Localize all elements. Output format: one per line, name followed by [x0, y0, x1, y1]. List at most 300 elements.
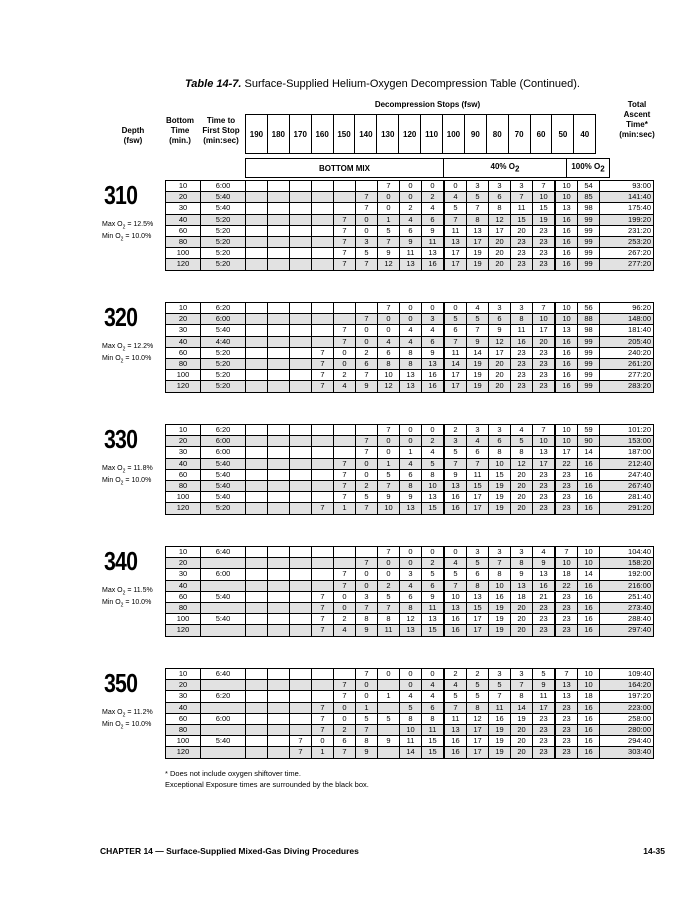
first-stop-cell: 5:20 [201, 347, 246, 358]
stop-cell: 7 [467, 203, 489, 214]
stop-header-50: 50 [552, 115, 574, 154]
stop-cell [268, 358, 290, 369]
stop-cell [246, 480, 268, 491]
first-stop-cell: 5:20 [201, 214, 246, 225]
stop-cell [268, 303, 290, 314]
total-ascent-cell: 267:20 [600, 248, 654, 259]
stop-cell: 5 [378, 469, 400, 480]
stop-cell: 8 [422, 469, 445, 480]
stop-cell: 2 [444, 669, 467, 680]
stop-cell: 5 [378, 713, 400, 724]
stop-cell: 9 [444, 469, 467, 480]
stop-cell: 5 [378, 225, 400, 236]
stop-cell: 14 [578, 569, 600, 580]
stop-cell: 7 [467, 458, 489, 469]
stop-cell: 7 [312, 347, 334, 358]
stop-cell [290, 381, 312, 392]
total-ascent-cell: 303:40 [600, 747, 654, 758]
stop-cell [290, 325, 312, 336]
stop-cell: 11 [444, 347, 467, 358]
stop-cell: 5 [444, 314, 467, 325]
stop-cell: 0 [312, 736, 334, 747]
first-stop-cell: 6:40 [201, 669, 246, 680]
table-row [166, 192, 654, 203]
stop-cell: 23 [555, 602, 578, 613]
bottom-time-cell: 30 [166, 203, 201, 214]
table-row [166, 580, 654, 591]
stop-cell [334, 669, 356, 680]
total-ascent-cell: 253:20 [600, 236, 654, 247]
stop-cell [290, 547, 312, 558]
first-stop-cell [201, 558, 246, 569]
bottom-time-cell: 60 [166, 591, 201, 602]
stop-cell: 2 [422, 192, 445, 203]
stop-cell [290, 203, 312, 214]
decompression-table [165, 546, 654, 637]
stop-cell: 3 [422, 314, 445, 325]
decompression-table [165, 668, 654, 759]
stop-cell: 16 [444, 492, 467, 503]
stop-cell: 23 [555, 492, 578, 503]
first-stop-cell: 5:40 [201, 203, 246, 214]
stop-cell: 7 [444, 702, 467, 713]
stop-cell: 7 [378, 602, 400, 613]
stop-cell: 0 [378, 192, 400, 203]
stop-cell: 4 [422, 447, 445, 458]
stop-cell: 7 [312, 724, 334, 735]
stop-cell: 10 [533, 192, 556, 203]
stop-cell: 11 [511, 203, 533, 214]
stop-cell: 23 [533, 724, 556, 735]
stop-cell: 13 [400, 625, 422, 636]
stop-cell: 8 [400, 347, 422, 358]
stop-cell [268, 248, 290, 259]
stop-cell: 23 [555, 724, 578, 735]
stop-cell: 2 [334, 370, 356, 381]
stop-cell: 0 [334, 702, 356, 713]
stop-cell: 7 [467, 325, 489, 336]
stop-cell [312, 480, 334, 491]
stop-cell [268, 447, 290, 458]
stop-cell: 15 [422, 736, 445, 747]
bottom-time-cell: 20 [166, 436, 201, 447]
total-ascent-cell: 109:40 [600, 669, 654, 680]
stop-cell: 13 [400, 259, 422, 270]
stop-cell [290, 436, 312, 447]
stop-cell: 13 [422, 248, 445, 259]
stop-cell: 23 [555, 702, 578, 713]
stop-cell: 7 [356, 192, 378, 203]
bottom-time-cell: 10 [166, 669, 201, 680]
stop-cell: 8 [489, 569, 511, 580]
stop-cell [246, 558, 268, 569]
caption-label: Table 14-7. [185, 78, 242, 90]
stop-header-40: 40 [574, 115, 596, 154]
first-stop-header: Time to First Stop (min:sec) [202, 116, 240, 145]
stop-cell: 10 [533, 314, 556, 325]
stop-cell [312, 469, 334, 480]
stop-cell: 4 [400, 336, 422, 347]
stop-cell: 7 [356, 203, 378, 214]
stop-cell: 10 [555, 558, 578, 569]
stop-cell: 5 [444, 203, 467, 214]
stop-cell: 0 [400, 669, 422, 680]
stop-cell [290, 192, 312, 203]
stop-cell [246, 225, 268, 236]
stop-cell: 4 [467, 303, 489, 314]
stop-cell [290, 303, 312, 314]
stop-cell: 7 [334, 236, 356, 247]
stop-cell: 10 [378, 370, 400, 381]
stop-cell [312, 259, 334, 270]
max-o2-note: Max $O_2 = 11.8\%$ [102, 465, 153, 475]
stop-cell: 6 [400, 469, 422, 480]
table-row [166, 303, 654, 314]
stop-cell [268, 214, 290, 225]
table-row [166, 236, 654, 247]
stop-cell [268, 724, 290, 735]
bottom-time-cell: 60 [166, 225, 201, 236]
stop-cell: 18 [555, 569, 578, 580]
min-o2-note: Min $O_2 = 10.0\%$ [102, 233, 152, 243]
stop-cell: 16 [578, 503, 600, 514]
stop-cell [268, 336, 290, 347]
stop-cell [246, 347, 268, 358]
stop-cell: 23 [533, 381, 556, 392]
stop-cell: 3 [467, 181, 489, 192]
stop-cell: 15 [489, 469, 511, 480]
stop-cell: 99 [578, 358, 600, 369]
stop-cell [290, 248, 312, 259]
stop-cell: 0 [400, 181, 422, 192]
stop-cell: 17 [533, 325, 556, 336]
stop-cell: 4 [400, 691, 422, 702]
decompression-table [165, 424, 654, 515]
total-ascent-cell: 197:20 [600, 691, 654, 702]
stop-cell: 20 [511, 480, 533, 491]
stop-cell: 15 [422, 503, 445, 514]
stop-cell: 23 [555, 480, 578, 491]
stop-cell: 16 [444, 736, 467, 747]
stop-cell: 7 [334, 747, 356, 758]
stop-cell: 9 [400, 492, 422, 503]
stop-cell: 4 [334, 381, 356, 392]
stop-cell: 23 [533, 480, 556, 491]
stop-cell: 8 [467, 214, 489, 225]
stop-cell: 19 [489, 747, 511, 758]
stop-cell: 17 [533, 458, 556, 469]
stop-cell: 2 [334, 724, 356, 735]
stop-cell [268, 713, 290, 724]
stop-cell: 17 [444, 370, 467, 381]
table-row [166, 425, 654, 436]
stop-cell: 23 [555, 736, 578, 747]
stop-cell: 16 [578, 480, 600, 491]
stop-cell: 0 [444, 547, 467, 558]
stop-cell [356, 547, 378, 558]
stop-cell: 7 [356, 503, 378, 514]
total-ascent-cell: 297:40 [600, 625, 654, 636]
stop-cell: 13 [444, 724, 467, 735]
stop-cell: 10 [444, 591, 467, 602]
bottom-time-cell: 60 [166, 713, 201, 724]
first-stop-cell: 6:20 [201, 691, 246, 702]
stop-cell: 8 [467, 580, 489, 591]
stop-cell [246, 259, 268, 270]
stop-cell: 19 [467, 358, 489, 369]
stop-cell [290, 314, 312, 325]
total-ascent-cell: 231:20 [600, 225, 654, 236]
first-stop-cell: 6:40 [201, 547, 246, 558]
stop-cell: 6 [400, 225, 422, 236]
stop-cell: 10 [489, 458, 511, 469]
stop-cell: 3 [489, 181, 511, 192]
stop-cell: 16 [422, 381, 445, 392]
stop-cell: 7 [334, 580, 356, 591]
stop-cell: 16 [578, 747, 600, 758]
stop-cell [290, 625, 312, 636]
total-ascent-cell: 277:20 [600, 370, 654, 381]
stop-cell: 5 [511, 436, 533, 447]
stop-cell: 17 [533, 702, 556, 713]
stop-cell [312, 314, 334, 325]
stop-cell: 7 [489, 558, 511, 569]
stop-cell: 0 [400, 558, 422, 569]
stop-cell: 17 [467, 747, 489, 758]
stop-cell: 20 [489, 259, 511, 270]
stop-cell: 7 [356, 724, 378, 735]
first-stop-cell: 5:40 [201, 614, 246, 625]
first-stop-cell [201, 580, 246, 591]
stop-cell: 0 [356, 469, 378, 480]
stop-cell: 10 [533, 436, 556, 447]
stop-cell: 23 [555, 469, 578, 480]
bottom-mix-label: BOTTOM MIX [246, 159, 444, 178]
stop-cell: 17 [444, 259, 467, 270]
table-row [166, 181, 654, 192]
stop-cell: 6 [400, 591, 422, 602]
stop-cell: 4 [467, 436, 489, 447]
stop-cell: 10 [555, 425, 578, 436]
table-row [166, 702, 654, 713]
stop-cell: 3 [467, 547, 489, 558]
stop-cell: 7 [334, 225, 356, 236]
stop-cell: 20 [511, 747, 533, 758]
stop-cell: 5 [356, 248, 378, 259]
stop-cell: 23 [555, 625, 578, 636]
stop-header-90: 90 [464, 115, 486, 154]
stop-cell: 7 [312, 702, 334, 713]
stop-cell: 7 [290, 747, 312, 758]
bottom-time-cell: 120 [166, 259, 201, 270]
stop-cell: 0 [400, 192, 422, 203]
table-row [166, 336, 654, 347]
stop-cell [268, 691, 290, 702]
stop-cell: 99 [578, 214, 600, 225]
depth-label: 340 [104, 546, 138, 576]
total-ascent-cell: 258:00 [600, 713, 654, 724]
total-ascent-cell: 104:40 [600, 547, 654, 558]
table-row [166, 558, 654, 569]
table-row [166, 480, 654, 491]
bottom-time-cell: 80 [166, 602, 201, 613]
stop-cell [312, 225, 334, 236]
stop-cell: 14 [400, 747, 422, 758]
stop-cell [290, 425, 312, 436]
total-ascent-cell: 148:00 [600, 314, 654, 325]
stop-depth-header-row [245, 114, 596, 154]
stop-cell: 9 [356, 625, 378, 636]
stop-cell [268, 458, 290, 469]
stop-cell: 0 [334, 358, 356, 369]
stop-cell: 7 [555, 669, 578, 680]
first-stop-cell: 6:00 [201, 436, 246, 447]
stop-cell [246, 691, 268, 702]
stop-cell: 0 [422, 303, 445, 314]
stop-cell: 88 [578, 314, 600, 325]
stop-cell: 23 [533, 370, 556, 381]
stop-cell: 7 [378, 236, 400, 247]
stop-cell: 16 [555, 248, 578, 259]
stop-cell: 9 [356, 747, 378, 758]
stop-cell [312, 214, 334, 225]
stop-cell: 5 [444, 447, 467, 458]
stop-cell [290, 591, 312, 602]
stop-cell: 6 [422, 214, 445, 225]
stop-cell: 14 [511, 702, 533, 713]
stop-cell: 0 [356, 214, 378, 225]
stop-cell: 16 [578, 702, 600, 713]
stop-cell: 15 [511, 214, 533, 225]
stop-cell: 3 [489, 547, 511, 558]
stop-cell: 1 [400, 447, 422, 458]
stop-cell: 6 [489, 436, 511, 447]
stop-cell: 11 [467, 469, 489, 480]
stop-cell [246, 469, 268, 480]
stop-cell: 0 [444, 181, 467, 192]
first-stop-cell: 6:20 [201, 425, 246, 436]
stop-cell: 16 [578, 713, 600, 724]
max-o2-note: Max $O_2 = 11.5\%$ [102, 587, 153, 597]
mix-100-label: 100% $O_2$ [567, 159, 610, 178]
stop-cell: 22 [555, 580, 578, 591]
bottom-time-cell: 40 [166, 702, 201, 713]
bottom-time-cell: 10 [166, 547, 201, 558]
stop-cell: 20 [511, 724, 533, 735]
stop-cell: 99 [578, 347, 600, 358]
stop-cell: 5 [467, 558, 489, 569]
total-ascent-cell: 277:20 [600, 259, 654, 270]
stop-cell: 11 [422, 602, 445, 613]
stop-cell [246, 580, 268, 591]
stop-cell [268, 480, 290, 491]
stop-cell [268, 469, 290, 480]
stop-cell [290, 680, 312, 691]
stop-cell: 0 [356, 325, 378, 336]
first-stop-cell: 5:40 [201, 192, 246, 203]
stop-cell: 0 [422, 547, 445, 558]
stop-cell: 7 [312, 625, 334, 636]
stop-cell: 0 [378, 436, 400, 447]
stop-cell: 9 [533, 558, 556, 569]
stop-cell: 0 [378, 314, 400, 325]
stop-cell: 9 [467, 336, 489, 347]
depth-label: 310 [104, 180, 138, 210]
stop-cell: 17 [444, 381, 467, 392]
stop-cell [290, 702, 312, 713]
stop-cell: 7 [334, 248, 356, 259]
stop-cell: 11 [422, 236, 445, 247]
stop-cell: 12 [378, 259, 400, 270]
stop-cell: 23 [533, 747, 556, 758]
stop-cell: 13 [422, 358, 445, 369]
stop-cell [312, 325, 334, 336]
stop-cell [268, 425, 290, 436]
stop-cell [268, 580, 290, 591]
first-stop-cell: 5:40 [201, 325, 246, 336]
stop-cell: 16 [578, 614, 600, 625]
table-row [166, 736, 654, 747]
stop-cell [312, 236, 334, 247]
stop-cell [268, 325, 290, 336]
stop-cell: 0 [378, 558, 400, 569]
stop-cell: 0 [378, 447, 400, 458]
stop-cell: 8 [489, 447, 511, 458]
stop-cell [246, 591, 268, 602]
stop-cell: 6 [422, 702, 445, 713]
stop-cell: 19 [489, 480, 511, 491]
stop-cell: 0 [400, 680, 422, 691]
stop-cell [246, 314, 268, 325]
stop-cell: 20 [533, 336, 556, 347]
stop-cell: 10 [489, 580, 511, 591]
stop-cell: 0 [400, 303, 422, 314]
stop-cell: 7 [312, 503, 334, 514]
total-ascent-cell: 251:40 [600, 591, 654, 602]
stop-cell [290, 336, 312, 347]
table-row [166, 569, 654, 580]
stop-cell: 10 [555, 192, 578, 203]
stop-cell: 0 [422, 669, 445, 680]
stop-cell [246, 248, 268, 259]
stop-cell: 3 [356, 236, 378, 247]
stop-cell [290, 236, 312, 247]
stop-cell: 19 [533, 214, 556, 225]
stop-cell [268, 314, 290, 325]
stop-cell: 7 [533, 303, 556, 314]
first-stop-cell: 4:40 [201, 336, 246, 347]
stop-cell: 11 [378, 625, 400, 636]
stop-cell [312, 669, 334, 680]
bottom-time-cell: 20 [166, 558, 201, 569]
stop-cell: 17 [467, 736, 489, 747]
stop-cell: 10 [578, 558, 600, 569]
stop-cell: 7 [511, 192, 533, 203]
stop-cell: 7 [489, 691, 511, 702]
table-caption [100, 78, 665, 90]
stop-cell [290, 358, 312, 369]
stop-cell: 0 [378, 669, 400, 680]
stop-cell [290, 370, 312, 381]
stop-cell: 19 [489, 503, 511, 514]
stop-cell: 16 [578, 580, 600, 591]
stop-cell: 13 [467, 591, 489, 602]
stop-cell: 98 [578, 325, 600, 336]
depth-label: 330 [104, 424, 138, 454]
stop-cell: 4 [334, 625, 356, 636]
total-ascent-cell: 141:40 [600, 192, 654, 203]
stop-cell: 16 [489, 713, 511, 724]
